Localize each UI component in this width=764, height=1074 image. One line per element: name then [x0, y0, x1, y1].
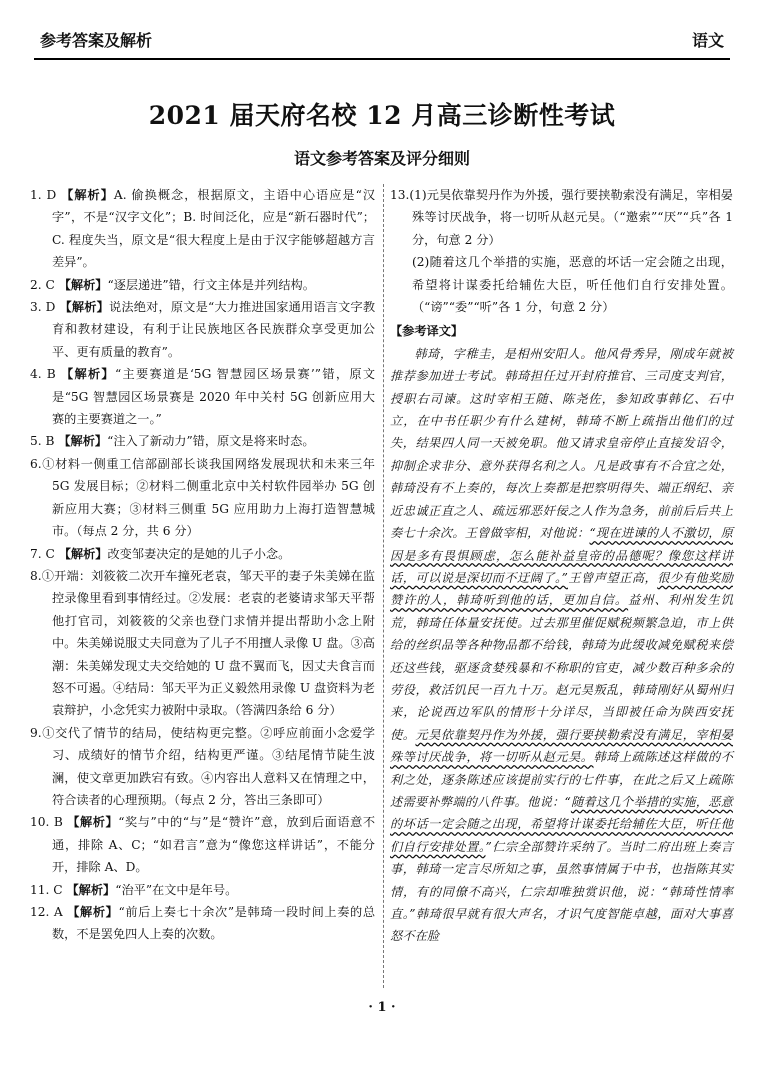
right-column [390, 184, 733, 948]
answer-item-6: 6.①材料一侧重工信部副部长谈我国网络发展现状和未来三年 5G 发展目标；②材料二侧重北京中关村软件园举办 5G 创新应用大赛；③材料三侧重 5G 应用助力上海打造智慧城市。（每点 2 分，共 6 分） [30, 456, 375, 539]
header-left-label: 参考答案及解析 [40, 31, 153, 50]
answer-item-7: 7. C 【解析】改变邹妻决定的是她的儿子小念。 [30, 546, 291, 561]
answer-item-1: 1. D 【解析】A. 偷换概念，根据原文，主语中心语应是“汉字”，不是“汉字文化”；B. 时间泛化，应是“新石器时代”；C. 程度失当，原文是“很大程度上是由于汉字能够超越方言差异”。 [30, 188, 376, 270]
answer-item-10: 10. B 【解析】“奖与”中的“与”是“赞许”意，放到后面语意不通，排除 A、C；“如君言”意为“像您这样讲话”，不能分开，排除 A、D。 [30, 815, 376, 875]
answer-item-4: 4. B 【解析】“主要赛道是‘5G 智慧园区场景赛’”错，原文是“5G 智慧园区场景赛是 2020 年中关村 5G 创新应用大赛的主要赛道之一。” [30, 367, 376, 427]
answer-item-8: 8.①开端：刘筱筱二次开车撞死老袁，邹天平的妻子朱美娣在监控录像里看到事情经过。②发展：老袁的老婆请求邹天平帮他打官司，刘筱筱的父亲也登门求情并提出帮助小念上附中。朱美娣说服丈夫同意为了儿子不用擅人录像 U 盘。③高潮：朱美娣发现丈夫交给她的 U 盘不翼而飞，因丈夫食言而怒不可遏。④结局：邹天平为正义毅然用录像 U 盘资料为老袁辩护，小念凭实力被附中录取。（答满四条给 6 分） [30, 568, 375, 718]
answer-item-13: 13.(1)元昊依靠契丹作为外援，强行要挟勒索没有满足，宰相晏殊等讨厌战争，将一切听从赵元昊。（“邀索”“厌”“兵”各 1 分，句意 2 分） [390, 188, 733, 247]
answer-item-11: 11. C 【解析】“治平”在文中是年号。 [30, 882, 238, 897]
answer-item-3: 3. D 【解析】说法绝对，原文是“大力推进国家通用语言文字教育和教材建设，有利于让民族地区各民族群众享受更加公平、更有质量的教育”。 [30, 300, 376, 359]
answer-item-12: 12. A 【解析】“前后上奏七十余次”是韩琦一段时间上奏的总数，不是罢免四人上奏的次数。 [30, 905, 376, 942]
page-header [34, 18, 730, 60]
page-number: · 1 · [368, 1000, 396, 1015]
left-column [30, 184, 375, 946]
translation-text: 韩琦，字稚圭，是相州安阳人。他风骨秀异，刚成年就被推荐参加进士考试。韩琦担任过开封府推官、三司度支判官，授职右司谏。这时宰相王随、陈尧佐，参知政事韩亿、石中立，在中书任职少有什么建树，韩琦不断上疏指出他们的过失，结果四人同一天被免职。他又请求皇帝停止直接发诏令，抑制企求非分、意外获得名利之人。凡是政事有不合宜之处，韩琦没有不上奏的，每次上奏都是把察明得失、端正纲纪、亲近忠诚正直之人、疏远邪恶奸佞之人作为急务，前前后后共上奏七十余次。王曾做宰相，对他说：“现在进谏的人不激切，原因是多有畏惧顾虑，怎么能补益皇帝的品德呢？像您这样讲话，可以说是深切而不迂阔了。”王曾声望正高，很少有他奖励赞许的人，韩琦听到他的话，更加自信。益州、利州发生饥荒，韩琦任体量安抚使。过去那里催促赋税频繁急迫，市上供给的丝织品等各种物品都不给钱，韩琦为此缓收减免赋税来偿还这些钱，驱逐贪婪残暴和不称职的官吏，减少数百种多余的劳役，救活饥民一百九十万。赵元昊叛乱，韩琦刚好从蜀州归来，论说西边军队的情形十分详尽，当即被任命为陕西安抚使。元昊依靠契丹作为外援，强行要挟勒索没有满足，宰相晏殊等讨厌战争，将一切听从赵元昊。韩琦上疏陈述这样做的不利之处，逐条陈述应该提前实行的七件事，在此之后又上疏陈述需要补弊端的八件事。他说：“随着这几个举措的实施，恶意的坏话一定会随之出现，希望将计谋委托给辅佐大臣，听任他们自行安排处置。”仁宗全部赞许采纳了。当时二府出班上奏言事，韩琦一定言尽所知之事，虽然事情属于中书，也指陈其实情，有的同僚不高兴，仁宗却唯独赏识他，说：“韩琦性情率直。”韩琦很早就有很大声名，才识气度智能卓越，面对大事喜怒不在脸 [390, 346, 734, 944]
answer-item-2: 2. C 【解析】“逐层递进”错，行文主体是并列结构。 [30, 277, 315, 292]
exam-subtitle: 语文参考答案及评分细则 [293, 149, 470, 168]
exam-title: 2021 届天府名校 12 月高三诊断性考试 [148, 101, 616, 130]
header-right-label: 语文 [691, 31, 724, 50]
answer-item-13-part2: (2)随着这几个举措的实施，恶意的坏话一定会随之出现，希望将计谋委托给辅佐大臣，听任他们自行安排处置。（“谤”“委”“听”各 1 分，句意 2 分） [411, 255, 733, 315]
answer-item-5: 5. B 【解析】“注入了新动力”错，原文是将来时态。 [30, 434, 315, 449]
column-divider [383, 184, 384, 988]
translation-heading: 【参考译文】 [390, 324, 464, 339]
answer-item-9: 9.①交代了情节的结局，使结构更完整。②呼应前面小念爱学习、成绩好的情节介绍，结构更严谨。③结尾情节陡生波澜，使文章更加跌宕有致。④内容出人意料又在情理之中，符合读者的心理预期。（每点 2 分，答出三条即可） [30, 725, 375, 807]
